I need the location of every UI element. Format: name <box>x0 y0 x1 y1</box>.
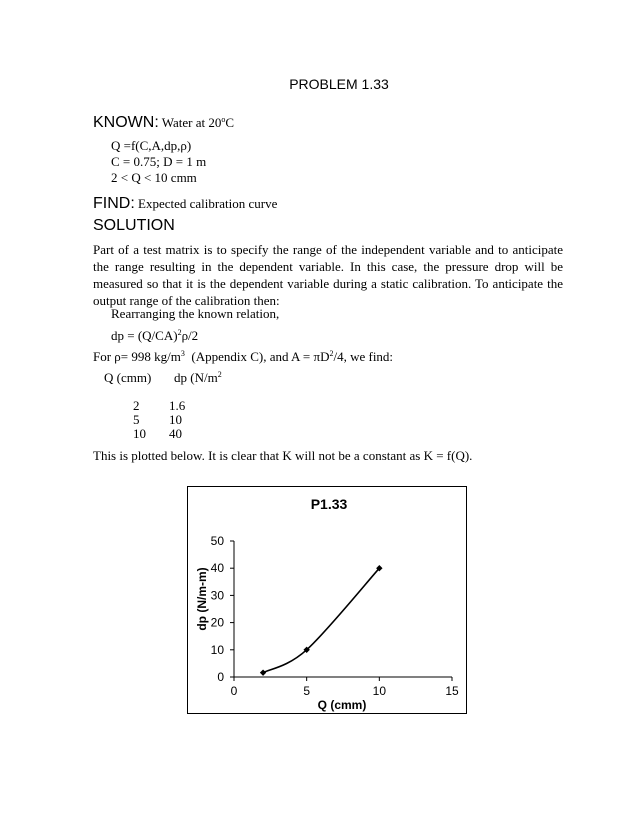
table-cell-dp: 1.6 <box>169 398 186 413</box>
table-cell-dp: 40 <box>169 426 182 441</box>
y-tick-label: 20 <box>210 615 224 630</box>
known-text-post: C <box>225 115 235 130</box>
y-axis-label: dp (N/m-m) <box>195 567 209 631</box>
y-tick-label: 30 <box>210 588 224 603</box>
x-tick-label: 15 <box>445 684 459 698</box>
data-point-marker <box>260 669 266 675</box>
for-sup-2: 2 <box>329 349 334 358</box>
x-axis-label: Q (cmm) <box>317 698 367 712</box>
solution-heading: SOLUTION <box>93 217 175 234</box>
equation <box>111 328 198 344</box>
table-cell-dp: 10 <box>169 412 182 427</box>
series-line <box>263 568 379 672</box>
page-title: PROBLEM 1.33 <box>289 76 389 92</box>
chart-title: P1.33 <box>310 496 348 512</box>
for-pre: For ρ= 998 kg/m <box>93 349 181 364</box>
table-header-dp <box>174 370 222 386</box>
y-tick-label: 40 <box>210 561 224 576</box>
table-cell-q: 10 <box>133 426 146 441</box>
y-tick-label: 10 <box>210 642 224 657</box>
table-header-dp-pre: dp (N/m <box>174 370 218 385</box>
for-post: /4, we find: <box>333 349 394 364</box>
known-text-pre: Water at 20 <box>161 115 222 130</box>
find-line <box>93 195 277 213</box>
x-tick-label: 10 <box>372 684 387 698</box>
known-label: KNOWN: <box>93 114 159 131</box>
equation-post: ρ/2 <box>181 328 199 343</box>
equation-sup: 2 <box>177 328 182 337</box>
y-tick-label: 0 <box>217 670 224 684</box>
known-line-3: 2 < Q < 10 cmm <box>111 170 197 185</box>
table-cell-q: 2 <box>133 398 140 413</box>
rearranging-text: Rearranging the known relation, <box>111 306 280 321</box>
known-text <box>162 115 234 130</box>
plotted-text: This is plotted below. It is clear that K will not be a constant as K = f(Q). <box>93 448 473 463</box>
for-sup-1: 3 <box>180 349 185 358</box>
table-header-dp-sup: 2 <box>217 370 222 379</box>
known-line-1: Q =f(C,A,dp,ρ) <box>111 138 192 153</box>
for-density-line <box>93 349 393 365</box>
y-tick-label: 50 <box>210 534 224 548</box>
chart-frame <box>187 486 467 714</box>
equation-pre: dp = (Q/CA) <box>111 328 178 343</box>
known-degree-sup: o <box>221 115 226 124</box>
find-label: FIND: <box>93 195 135 212</box>
x-tick-label: 0 <box>230 684 238 698</box>
table-header-q: Q (cmm) <box>104 370 152 385</box>
chart <box>188 487 466 713</box>
find-text: Expected calibration curve <box>138 196 278 211</box>
x-tick-label: 5 <box>303 684 311 698</box>
known-line-2: C = 0.75; D = 1 m <box>111 154 207 169</box>
solution-paragraph: Part of a test matrix is to specify the range of the independent variable and to anticipate the range resulting in the dependent variable. In this case, the pressure drop will be measured so that it is the dependent variable during a static calibration. To anticipate the output range of the calibration then: <box>93 242 563 308</box>
known-line <box>93 114 234 132</box>
for-mid: (Appendix C), and A = πD <box>184 349 330 364</box>
table-cell-q: 5 <box>133 412 140 427</box>
